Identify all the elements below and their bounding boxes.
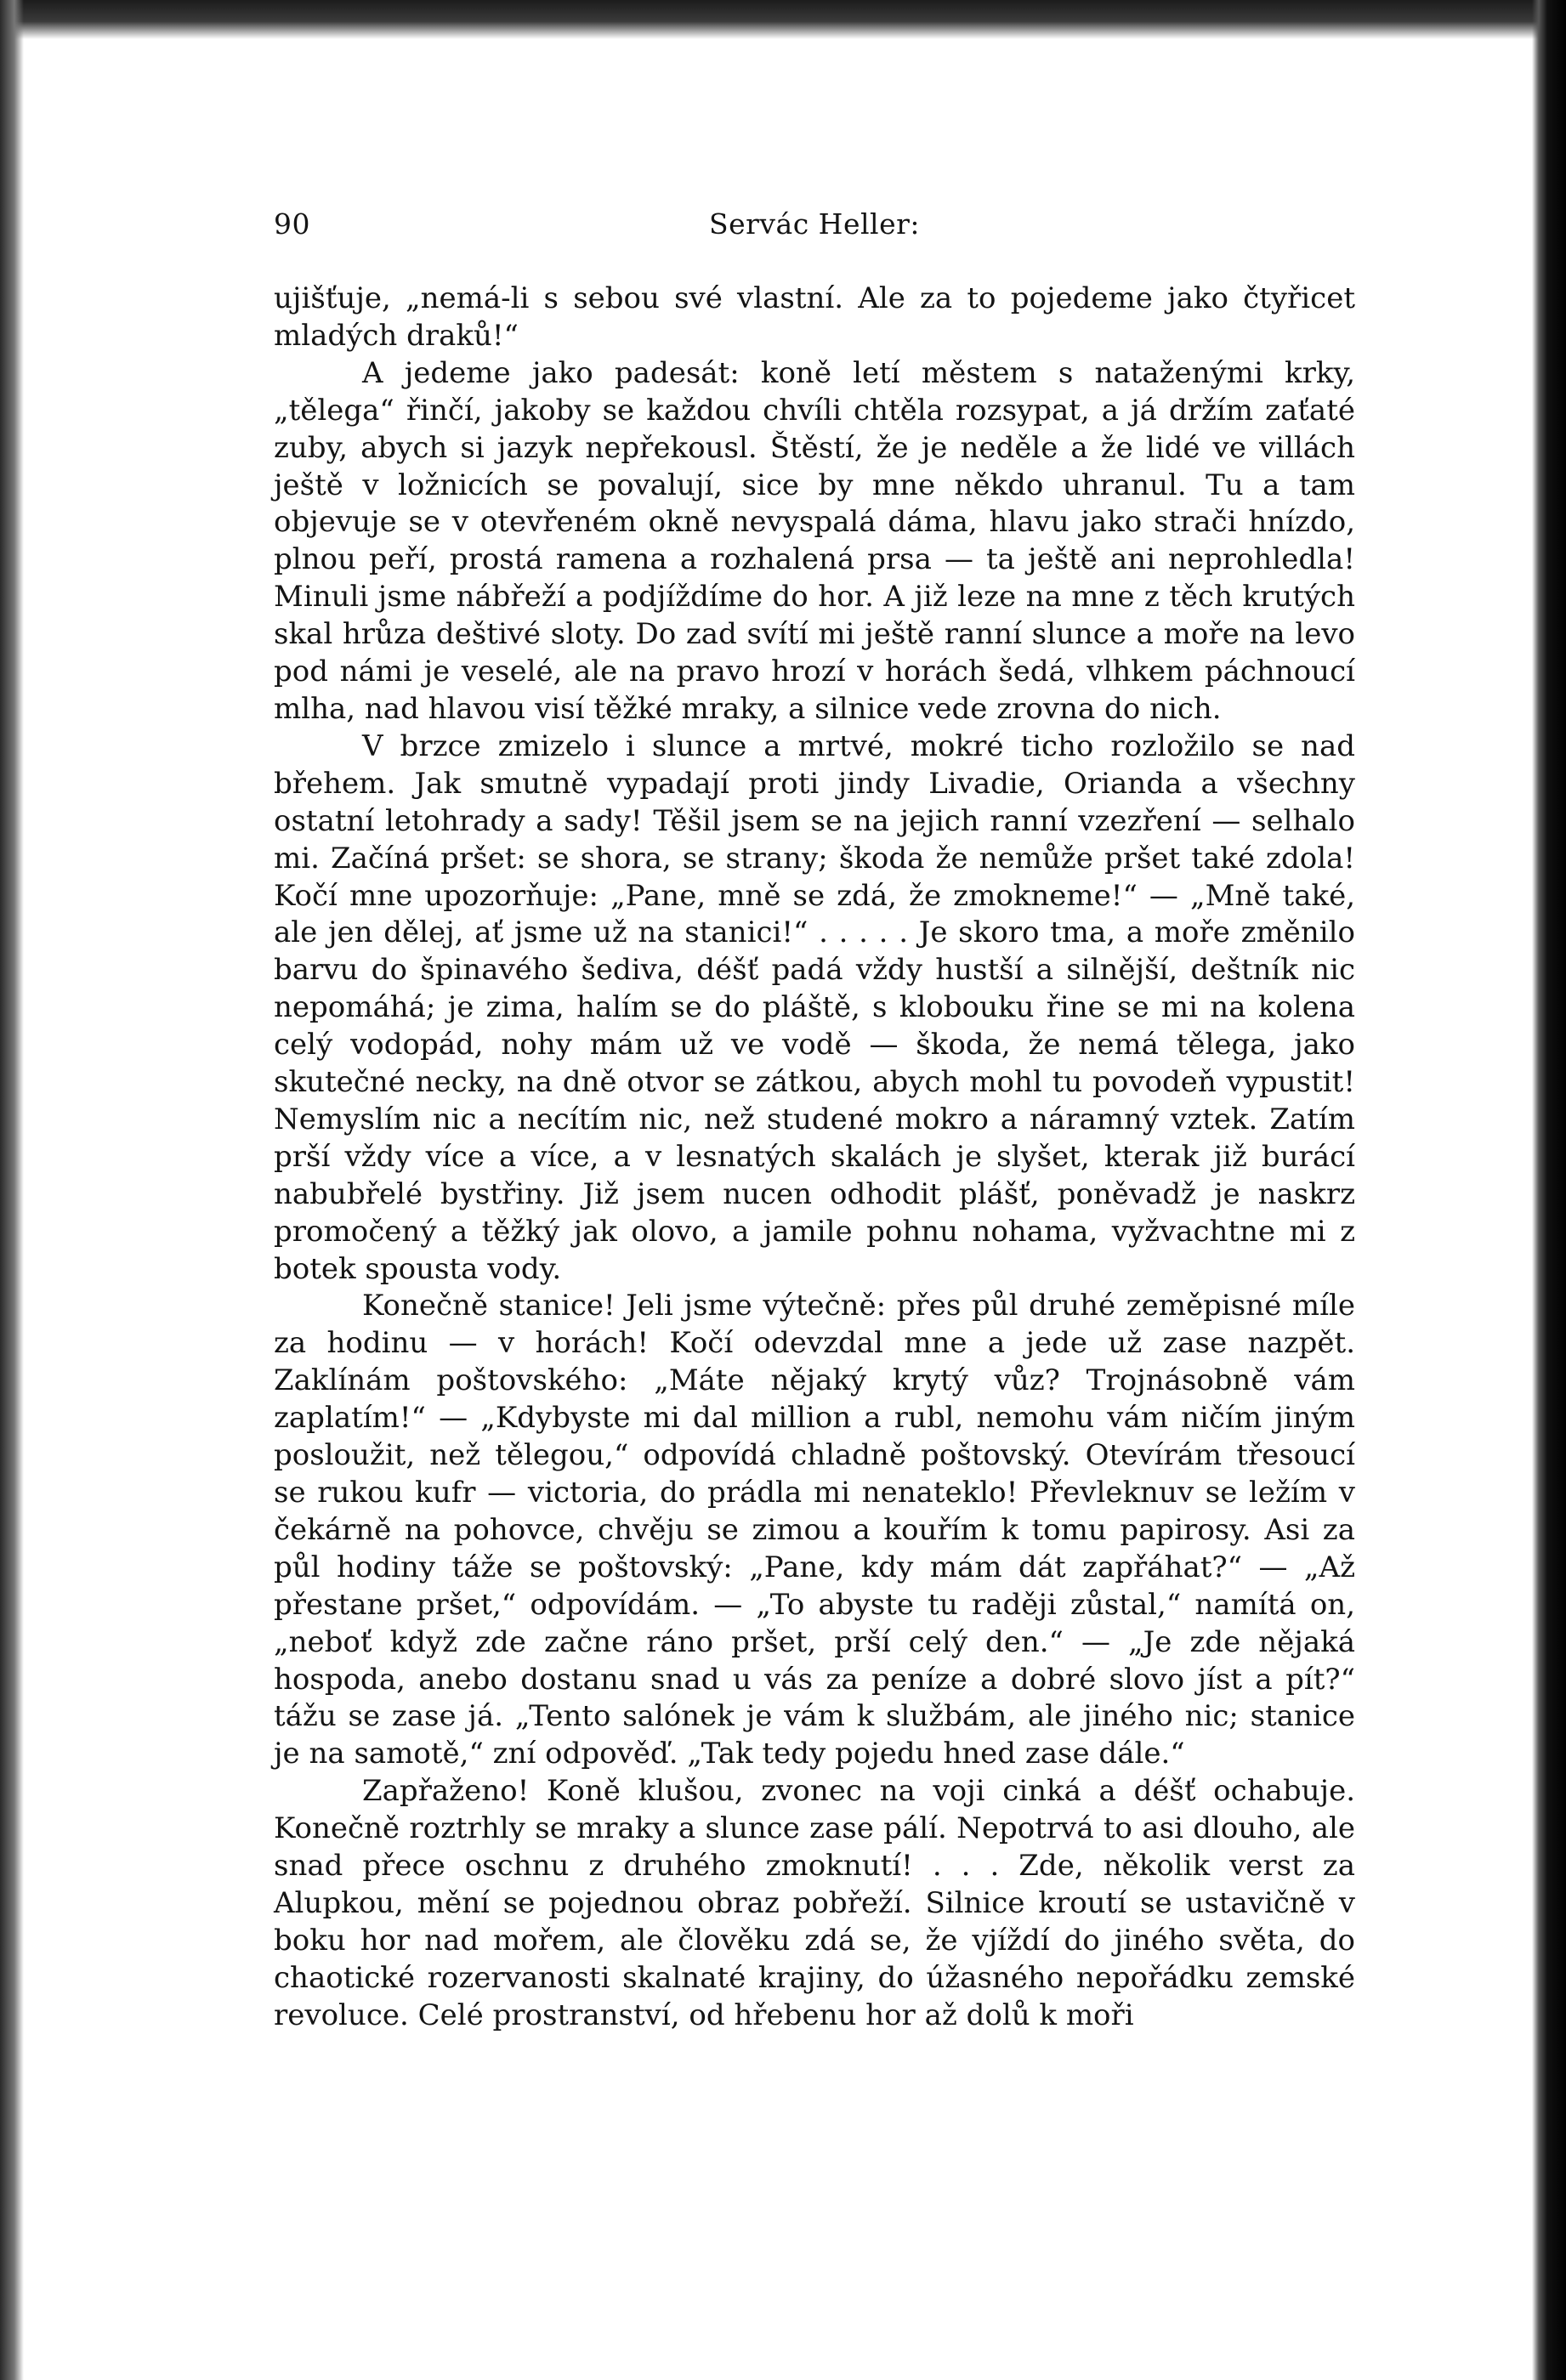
- scan-edge-left: [0, 0, 24, 2380]
- paragraph: A jedeme jako padesát: koně letí městem s nataženými krky, „tělega“ řinčí, jakoby se každou chvíli chtěla rozsypat, a já držím zaťaté zuby, abych si jazyk nepřekousl. Štěstí, že je neděle a že lidé ve villách ještě v ložnicích se povalují, sice by mne někdo uhranul. Tu a tam objevuje se v otevřeném okně nevyspalá dáma, hlavu jako strači hnízdo, plnou peří, prostá ramena a rozhalená prsa — ta ještě ani neprohledla! Minuli jsme nábřeží a podjíždíme do hor. A již leze na mne z těch krutých skal hrůza deštivé sloty. Do zad svítí mi ještě ranní slunce a moře na levo pod námi je veselé, ale na pravo hrozí v horách šedá, vlhkem páchnoucí mlha, nad hlavou visí těžké mraky, a silnice vede zrovna do nich.: [274, 355, 1355, 726]
- body-text: [274, 280, 1355, 2035]
- paragraph: V brzce zmizelo i slunce a mrtvé, mokré ticho rozložilo se nad břehem. Jak smutně vypadají proti jindy Livadie, Orianda a všechny ostatní letohrady a sady! Těšil jsem se na jejich ranní vzezření — selhalo mi. Začíná pršet: se shora, se strany; škoda že nemůže pršet také zdola! Kočí mne upozorňuje: „Pane, mně se zdá, že zmokneme!“ — „Mně také, ale jen dělej, ať jsme už na stanici!“ . . . . . Je skoro tma, a moře změnilo barvu do špinavého šediva, déšť padá vždy hustší a silnější, deštník nic nepomáhá; je zima, halím se do pláště, s klobouku řine se mi na kolena celý vodopád, nohy mám už ve vodě — škoda, že nemá tělega, jako skutečné necky, na dně otvor se zátkou, abych mohl tu povodeň vypustit! Nemyslím nic a necítím nic, než studené mokro a náramný vztek. Zatím prší vždy více a více, a v lesnatých skalách je slyšet, kterak již burácí nabubřelé bystřiny. Již jsem nucen odhodit plášť, poněvadž je naskrz promočený a těžký jak olovo, a jamile pohnu nohama, vyžvachtne mi z botek spousta vody.: [274, 728, 1355, 1286]
- scan-edge-top: [0, 0, 1566, 39]
- paragraph-continued: ujišťuje, „nemá-li s sebou své vlastní. Ale za to pojedeme jako čtyřicet mladých draků!“: [274, 281, 1355, 353]
- book-page: [274, 196, 1355, 2035]
- paragraph: Zapřaženo! Koně klušou, zvonec na voji cinká a déšť ochabuje. Konečně roztrhly se mraky a slunce zase pálí. Nepotrvá to asi dlouho, ale snad přece oschnu z druhého zmoknutí! . . . Zde, několik verst za Alupkou, mění se pojednou obraz pobřeží. Silnice kroutí se ustavičně v boku hor nad mořem, ale člověku zdá se, že vjíždí do jiného světa, do chaotické rozervanosti skalnaté krajiny, do úžasného nepořádku zemské revoluce. Celé prostranství, od hřebenu hor až dolů k moři: [274, 1774, 1355, 2032]
- paragraph: Konečně stanice! Jeli jsme výtečně: přes půl druhé zeměpisné míle za hodinu — v horách! Kočí odevzdal mne a jede už zase nazpět. Zaklínám poštovského: „Máte nějaký krytý vůz? Trojnásobně vám zaplatím!“ — „Kdybyste mi dal million a rubl, nemohu vám ničím jiným posloužit, než tělegou,“ odpovídá chladně poštovský. Otevírám třesoucí se rukou kufr — victoria, do prádla mi nenateklo! Převleknuv se ležím v čekárně na pohovce, chvěju se zimou a kouřím k tomu papirosy. Asi za půl hodiny táže se poštovský: „Pane, kdy mám dát zapřáhat?“ — „Až přestane pršet,“ odpovídám. — „To abyste tu raději zůstal,“ namítá on, „neboť když zde začne ráno pršet, prší celý den.“ — „Je zde nějaká hospoda, anebo dostanu snad u vás za peníze a dobré slovo jíst a pít?“ tážu se zase já. „Tento salónek je vám k službám, ale jiného nic; stanice je na samotě,“ zní odpověď. „Tak tedy pojedu hned zase dále.“: [274, 1289, 1355, 1771]
- page-number: 90: [274, 207, 310, 241]
- scan-edge-right: [1532, 0, 1566, 2380]
- running-head: [274, 196, 1355, 246]
- running-head-title: Servác Heller:: [708, 207, 921, 241]
